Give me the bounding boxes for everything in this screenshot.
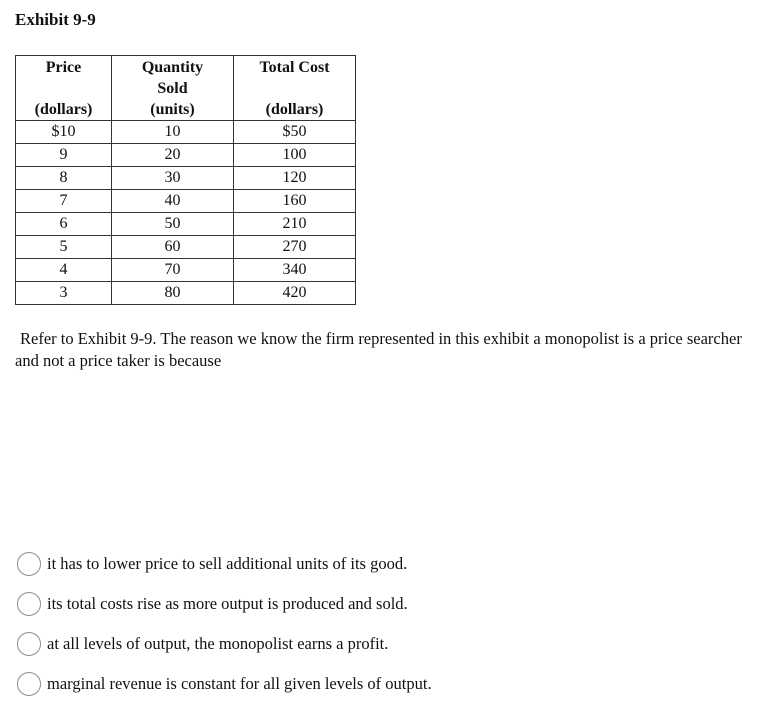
answer-options (17, 544, 757, 704)
header-quantity (112, 56, 234, 121)
answer-option[interactable] (17, 624, 757, 664)
total-cost-cell: 270 (234, 236, 356, 259)
table-row (16, 282, 356, 305)
radio-button[interactable] (17, 592, 41, 616)
quantity-cell: 30 (112, 167, 234, 190)
header-quantity-top: Quantity (141, 59, 204, 76)
quantity-cell: 70 (112, 259, 234, 282)
table-row (16, 236, 356, 259)
quantity-cell: 80 (112, 282, 234, 305)
total-cost-cell: 340 (234, 259, 356, 282)
price-cell: 5 (16, 236, 112, 259)
table-row (16, 121, 356, 144)
total-cost-cell: 420 (234, 282, 356, 305)
total-cost-cell: 120 (234, 167, 356, 190)
total-cost-cell: 160 (234, 190, 356, 213)
exhibit-table (15, 55, 356, 305)
header-price-bottom: (dollars) (34, 101, 93, 118)
price-cell: 7 (16, 190, 112, 213)
question-text: Refer to Exhibit 9-9. The reason we know the firm represented in this exhibit a monopolist is a price searcher and not a price taker is because (15, 329, 742, 370)
header-cost-bottom: (dollars) (265, 101, 324, 118)
price-cell: $10 (16, 121, 112, 144)
quantity-cell: 40 (112, 190, 234, 213)
option-label: marginal revenue is constant for all given levels of output. (47, 674, 432, 693)
quantity-cell: 60 (112, 236, 234, 259)
radio-button[interactable] (17, 552, 41, 576)
price-cell: 6 (16, 213, 112, 236)
answer-option[interactable] (17, 584, 757, 624)
exhibit-title: Exhibit 9-9 (15, 10, 96, 29)
price-cell: 8 (16, 167, 112, 190)
radio-button[interactable] (17, 672, 41, 696)
table-row (16, 259, 356, 282)
total-cost-cell: $50 (234, 121, 356, 144)
table-row (16, 167, 356, 190)
price-cell: 3 (16, 282, 112, 305)
header-total-cost (234, 56, 356, 121)
quantity-cell: 20 (112, 144, 234, 167)
total-cost-cell: 100 (234, 144, 356, 167)
table-row (16, 190, 356, 213)
header-cost-top: Total Cost (259, 59, 330, 76)
header-quantity-bottom: (units) (150, 101, 195, 118)
option-label: its total costs rise as more output is produced and sold. (47, 594, 408, 613)
answer-option[interactable] (17, 544, 757, 584)
radio-button[interactable] (17, 632, 41, 656)
option-label: it has to lower price to sell additional units of its good. (47, 554, 408, 573)
price-cell: 4 (16, 259, 112, 282)
total-cost-cell: 210 (234, 213, 356, 236)
header-price-top: Price (45, 59, 82, 76)
quantity-cell: 10 (112, 121, 234, 144)
option-label: at all levels of output, the monopolist earns a profit. (47, 634, 389, 653)
table-row (16, 213, 356, 236)
answer-option[interactable] (17, 664, 757, 704)
quantity-cell: 50 (112, 213, 234, 236)
table-row (16, 144, 356, 167)
price-cell: 9 (16, 144, 112, 167)
header-price (16, 56, 112, 121)
header-quantity-middle: Sold (157, 80, 188, 97)
